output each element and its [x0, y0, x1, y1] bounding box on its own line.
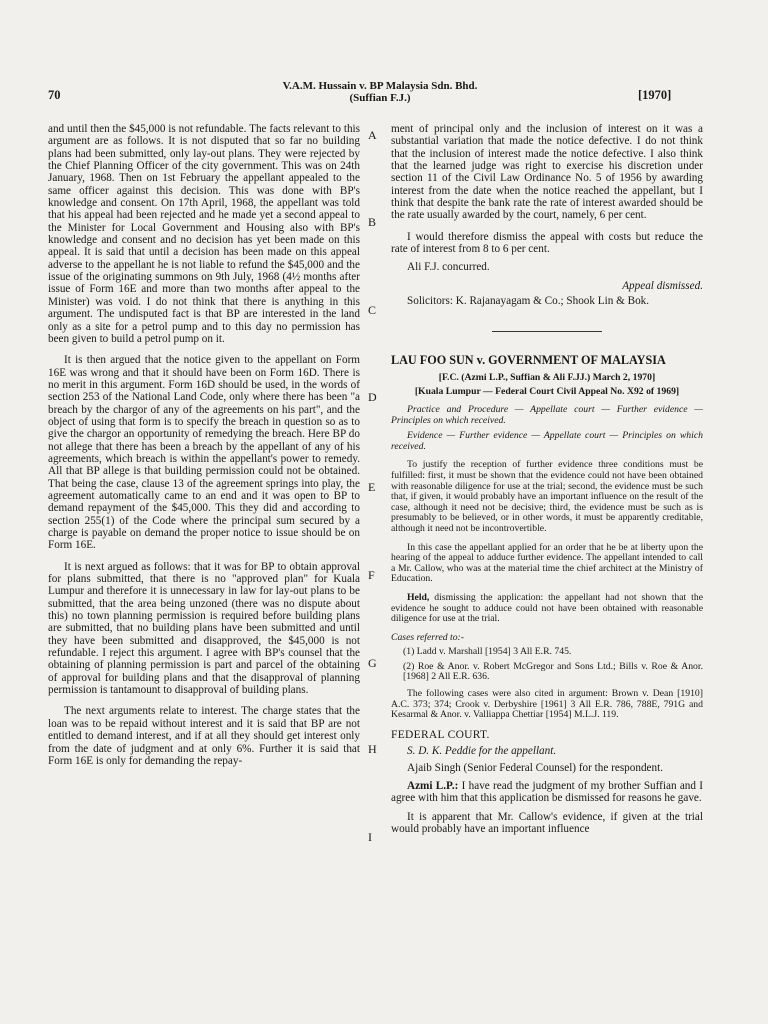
held-label: Held, — [407, 591, 430, 603]
margin-letter-h: H — [368, 742, 377, 756]
paragraph-order: I would therefore dismiss the appeal with costs but reduce the rate of interest from 8 to 6 per cent. — [391, 230, 703, 256]
appeal-line: [Kuala Lumpur — Federal Court Civil Appeal No. X92 of 1969] — [414, 386, 680, 398]
running-header — [230, 80, 530, 104]
right-column — [391, 123, 703, 835]
paragraph-interest: The next arguments relate to interest. The charge states that the loan was to be repaid without interest and it is said that BP are not entitled to demand interest, and if at all they should get interest only from the date of judgment and at only 6%. Further it is said that Form 16E is only for demanding the repay- — [48, 705, 360, 767]
judgment-azmi — [391, 780, 703, 805]
paragraph-callow: It is apparent that Mr. Callow's evidence, if given at the trial would probably have an important influence — [391, 810, 703, 835]
case-ref-1: (1) Ladd v. Marshall [1954] 3 All E.R. 745. — [403, 646, 572, 658]
counsel-respondent: Ajaib Singh (Senior Federal Counsel) for the respondent. — [407, 761, 664, 774]
catchwords-1: Practice and Procedure — Appellate court — Further evidence — Principles on which received. — [391, 404, 703, 426]
page-number: 70 — [48, 88, 61, 102]
running-header-case: V.A.M. Hussain v. BP Malaysia Sdn. Bhd. — [282, 80, 478, 92]
paragraph-form-16e: It is then argued that the notice given to the appellant on Form 16E was wrong and that it should have been on Form 16D. There is no merit in this argument. Form 16D should be used, in the words of section 253 of the National Land Code, only where there has been "a breach by the chargor of any of the agreements on his part", and the object of using that form is to specify the breach in question so as to give the chargor an opportunity of remedying the breach. Here BP do not allege that there has been a breach by the appellant of any of his agreements, which breach is within the appellant's power to remedy. All that BP allege is that building permission could not be obtained. That being the case, clause 13 of the agreement springs into play, the agreement automatically came to an end and it was open to BP to demand repayment of the $45,000. This they did and according to section 255(1) of the Code where the principal sum secured by a charge is payable on demand the proper notice to issue should be on Form 16E. — [48, 354, 360, 552]
margin-letter-d: D — [368, 390, 377, 404]
left-column — [48, 123, 360, 767]
margin-letter-c: C — [368, 303, 377, 317]
margin-letter-g: G — [368, 656, 377, 670]
paragraph-interest-cont: ment of principal only and the inclusion of interest on it was a substantial variation that made the notice defective. I do not think that the inclusion of interest made the notice defective. I also think that the learned judge was right to exercise his discretion under section 11 of the Civil Law Ordinance No. 5 of 1956 by awarding interest from the date when the notice reached the appellant, but I think that despite the bank rate the rate of interest awarded should be the rate usually awarded by the court, namely, 6 per cent. — [391, 123, 703, 222]
court-line: [F.C. (Azmi L.P., Suffian & Ali F.JJ.) March 2, 1970] — [438, 371, 656, 383]
report-year: [1970] — [638, 88, 672, 102]
headnote-principle: To justify the reception of further evidence three conditions must be fulfilled: first, it must be shown that the evidence could not have been obtained with reasonable diligence for use at the trial; second, the evidence must be such that, if given, it would probably have an important influence on the result of the case, although it need not be decisive; third, the evidence must be such as is presumably to be believed, or in other words, it must be apparently creditable, although it need not be incontrovertible. — [391, 459, 703, 534]
margin-letter-b: B — [368, 215, 377, 229]
margin-letter-i: I — [368, 830, 372, 844]
margin-letter-f: F — [368, 568, 375, 582]
federal-court-heading: FEDERAL COURT. — [391, 728, 490, 741]
paragraph-facts: and until then the $45,000 is not refundable. The facts relevant to this argument are as follows. It is not disputed that so far no building plans had been submitted, only lay-out plans. They were rejected by the Chief Planning Officer of the city government. This was on 24th January, 1968. Then on 1st February the appellant appealed to the same officer against this decision. This was done with BP's knowledge and consent. On 17th April, 1968, the appellant was told that his appeal had been rejected and he made yet a second appeal to the Minister for Local Government and Housing also with BP's knowledge and consent and no decision has yet been made on this appeal. It is said that until a decision has been made on this appeal adverse to the appellant he is not liable to refund the $45,000 and the issue of the originating summons on 9th July, 1968 (4½ months after issue of Form 16E and more than two months after appeal to the Minister) was void. I do not think that there is anything in this argument. The undisputed fact is that BP are interested in the land only as a site for a petrol pump and to this day no permission has been given to build a petrol pump on it. — [48, 123, 360, 345]
paragraph-approval: It is next argued as follows: that it was for BP to obtain approval for plans submitted, that there is no "approved plan" for Kuala Lumpur and therefore it is unnecessary in law for lay-out plans to be submitted, that the area being unzoned (there was no dispute about this) no town planning permission is required before building plans are submitted, that no building plans have been submitted and until they have been submitted and disapproved, the $45,000 is not refundable. I reject this argument. I agree with BP's counsel that the obtaining of planning permission is part and parcel of the obtaining of approval for building plans and that the disapproval of planning permission is tantamount to disapproval of building plans. — [48, 560, 360, 697]
running-header-judge: (Suffian F.J.) — [349, 92, 411, 104]
case-ref-2: (2) Roe & Anor. v. Robert McGregor and Sons Ltd.; Bills v. Roe & Anor. [1968] 2 All E.R. 636. — [403, 660, 703, 683]
section-divider — [492, 331, 602, 332]
counsel-appellant: S. D. K. Peddie for the appellant. — [407, 745, 557, 758]
concurrence: Ali F.J. concurred. — [407, 261, 490, 274]
also-cited: The following cases were also cited in argument: Brown v. Dean [1910] A.C. 373; 374; Crook v. Derbyshire [1961] 3 All E.R. 786, 788E, 791G and Kesarmal & Anor. v. Valliappa Chettiar [1954] M.L.J. 119. — [391, 688, 703, 721]
judge-label: Azmi L.P.: — [407, 779, 459, 792]
held — [391, 593, 703, 625]
headnote-facts: In this case the appellant applied for an order that he be at liberty upon the hearing of the appeal to adduce further evidence. The appellant intended to call a Mr. Callow, who was at the material time the chief architect at the Ministry of Education. — [391, 541, 703, 585]
disposition: Appeal dismissed. — [622, 279, 703, 292]
catchwords-2: Evidence — Further evidence — Appellate court — Principles on which received. — [391, 430, 703, 452]
case-title: LAU FOO SUN v. GOVERNMENT OF MALAYSIA — [391, 353, 666, 368]
margin-letter-a: A — [368, 128, 377, 142]
solicitors: Solicitors: K. Rajanayagam & Co.; Shook Lin & Bok. — [407, 295, 650, 308]
held-text: dismissing the application: the appellant had not shown that the evidence he sought to adduce could not have been obtained with reasonable diligence for use at the trial. — [391, 591, 703, 625]
judgment-azmi-text: I have read the judgment of my brother Suffian and I agree with him that this application be dismissed for reasons he gave. — [391, 779, 703, 805]
margin-letter-e: E — [368, 480, 376, 494]
cases-label: Cases referred to:- — [391, 631, 465, 643]
